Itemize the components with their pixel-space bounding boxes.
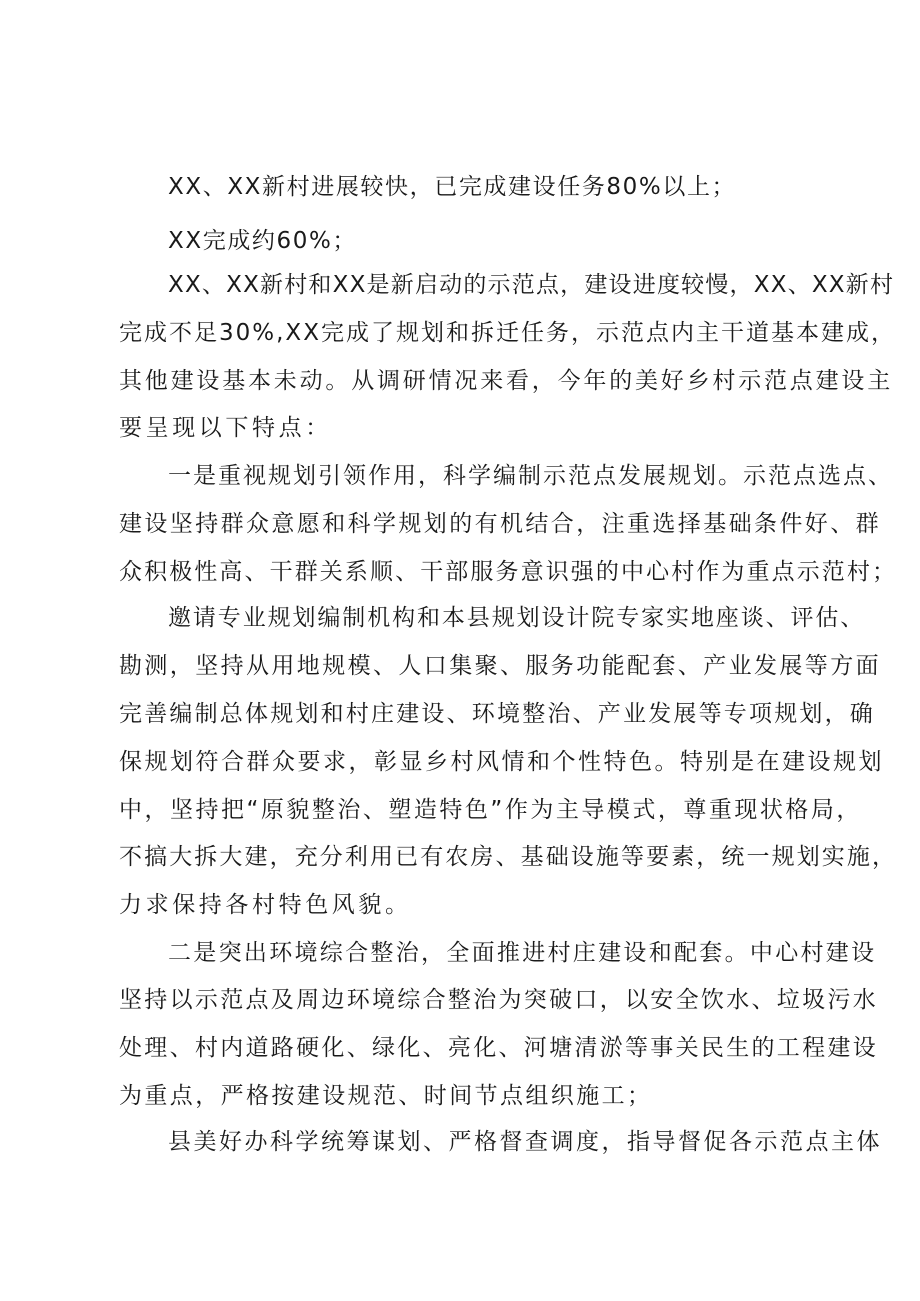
text-line: 二是突出环境综合整治，全面推进村庄建设和配套。中心村建设: [168, 940, 877, 966]
text-line: 保规划符合群众要求，彰显乡村风情和个性特色。特别是在建设规划: [119, 749, 884, 775]
text-line: 力求保持各村特色风貌。: [119, 892, 412, 918]
text-line: 勘测，坚持从用地规模、人口集聚、服务功能配套、产业发展等方面: [119, 653, 881, 679]
text-line: XX、XX新村进展较快，已完成建设任务80%以上；: [168, 174, 737, 200]
text-line: XX、XX新村和XX是新启动的示范点，建设进度较慢，XX、XX新村: [168, 272, 895, 298]
text-line: 建设坚持群众意愿和科学规划的有机结合，注重选择基础条件好、群: [119, 511, 881, 537]
text-line: 完成不足30%,XX完成了规划和拆迁任务，示范点内主干道基本建成，: [119, 320, 896, 346]
text-line: 邀请专业规划编制机构和本县规划设计院专家实地座谈、评估、: [168, 605, 866, 631]
text-line: 完善编制总体规划和村庄建设、环境整治、产业发展等专项规划，确: [119, 701, 875, 727]
text-line: 坚持以示范点及周边环境综合整治为突破口，以安全饮水、垃圾污水: [119, 987, 878, 1013]
text-line: 为重点，严格按建设规范、时间节点组织施工；: [119, 1083, 653, 1109]
text-line: XX完成约60%；: [168, 228, 358, 254]
text-line: 中，坚持把“原貌整治、塑造特色”作为主导模式，尊重现状格局，: [119, 797, 862, 823]
text-line: 处理、村内道路硬化、绿化、亮化、河塘清淤等事关民生的工程建设: [119, 1035, 878, 1061]
text-line: 要呈现以下特点：: [119, 415, 332, 441]
text-line: 一是重视规划引领作用，科学编制示范点发展规划。示范点选点、: [168, 463, 893, 489]
text-line: 不搞大拆大建，充分利用已有农房、基础设施等要素，统一规划实施，: [119, 844, 898, 870]
text-line: 其他建设基本未动。从调研情况来看，今年的美好乡村示范点建设主: [119, 368, 893, 394]
text-line: 众积极性高、干群关系顺、干部服务意识强的中心村作为重点示范村；: [119, 559, 898, 585]
text-line: 县美好办科学统筹谋划、严格督查调度，指导督促各示范点主体: [168, 1129, 882, 1155]
